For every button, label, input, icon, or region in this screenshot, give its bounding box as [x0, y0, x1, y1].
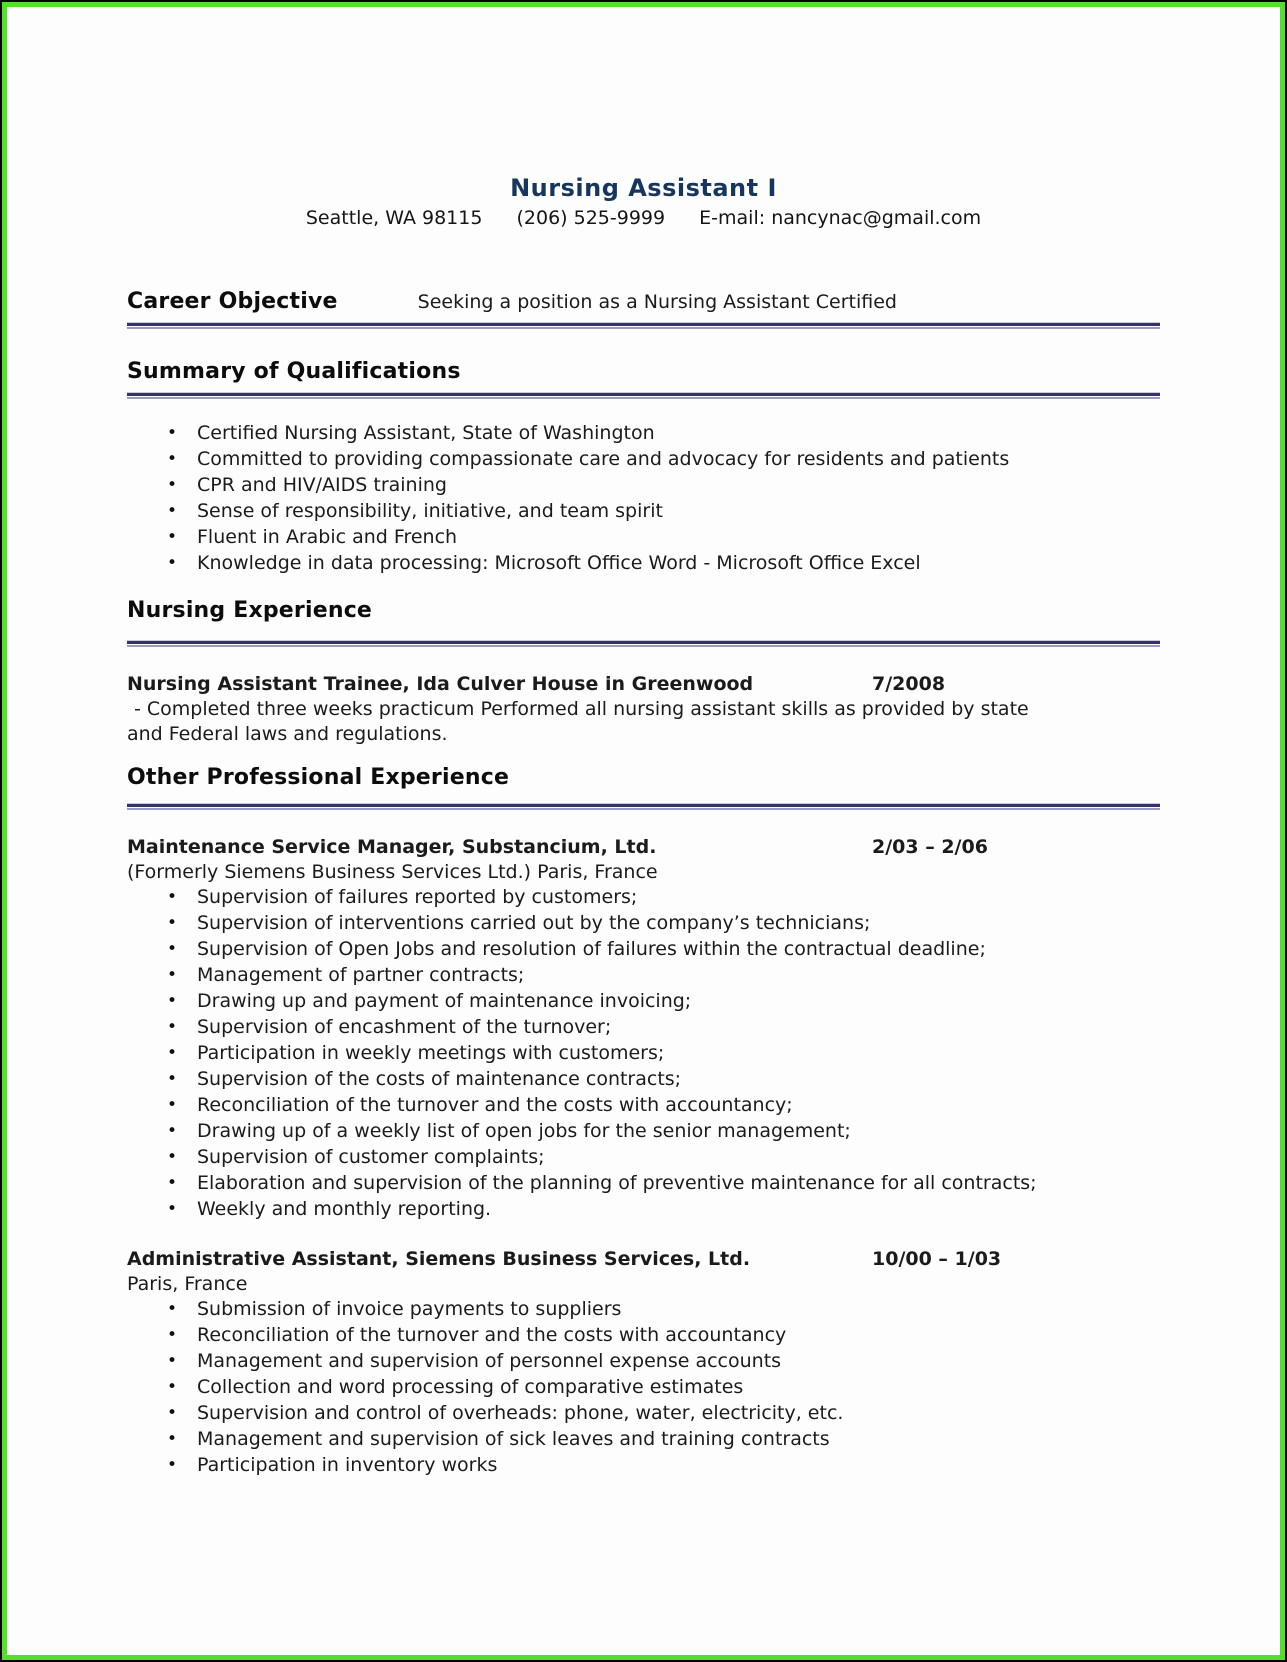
bullet-icon: • [167, 991, 178, 1011]
bullet-item [127, 421, 1160, 446]
bullet-item [127, 1349, 1160, 1374]
bullet-text: Participation in weekly meetings with customers; [197, 1042, 665, 1064]
bullet-text: Management of partner contracts; [197, 964, 525, 986]
bullet-item [127, 1197, 1160, 1222]
bullet-icon: • [167, 1043, 178, 1063]
page-title: Nursing Assistant I [510, 174, 777, 202]
bullet-text: Supervision of encashment of the turnover; [197, 1016, 612, 1038]
job-title-row [127, 834, 1160, 860]
bullet-icon: • [167, 913, 178, 933]
job-title: Maintenance Service Manager, Substancium, Ltd. [127, 836, 657, 858]
bullet-icon: • [167, 1199, 178, 1219]
career-objective-row [127, 287, 1160, 317]
bullet-item [127, 1067, 1160, 1092]
bullet-icon: • [167, 1069, 178, 1089]
bullet-text: Participation in inventory works [197, 1454, 498, 1476]
bullet-icon: • [167, 1017, 178, 1037]
bullet-item [127, 1401, 1160, 1426]
bullet-text: Fluent in Arabic and French [197, 526, 458, 548]
bullet-item [127, 447, 1160, 472]
contact-location: Seattle, WA 98115 [305, 207, 483, 229]
bullet-item [127, 989, 1160, 1014]
bullet-icon: • [167, 1325, 178, 1345]
bullet-text: Collection and word processing of comparative estimates [197, 1376, 744, 1398]
job-title-row [127, 671, 1160, 697]
bullet-icon: • [167, 939, 178, 959]
bullet-icon: • [167, 887, 178, 907]
bullet-icon: • [167, 1121, 178, 1141]
bullet-item [127, 1119, 1160, 1144]
job-entry-nursing [127, 671, 1160, 747]
job-date: 2/03 – 2/06 [872, 836, 988, 858]
bullet-item [127, 1453, 1160, 1478]
bullet-text: Supervision of interventions carried out by the company’s technicians; [197, 912, 871, 934]
career-objective-heading: Career Objective [127, 289, 338, 314]
career-objective-text: Seeking a position as a Nursing Assistant Certified [417, 291, 897, 313]
summary-bullet-list [127, 421, 1160, 576]
bullet-icon: • [167, 553, 178, 573]
bullet-text: CPR and HIV/AIDS training [197, 474, 447, 496]
bullet-text: Weekly and monthly reporting. [197, 1198, 492, 1220]
job-bullet-list [127, 1297, 1160, 1478]
bullet-text: Supervision of failures reported by customers; [197, 886, 638, 908]
bullet-icon: • [167, 1299, 178, 1319]
bullet-item [127, 911, 1160, 936]
section-divider [127, 322, 1160, 329]
summary-heading: Summary of Qualifications [127, 359, 461, 384]
bullet-item [127, 1145, 1160, 1170]
bullet-item [127, 1427, 1160, 1452]
bullet-text: Management and supervision of sick leaves and training contracts [197, 1428, 830, 1450]
contact-email [699, 207, 981, 229]
bullet-item [127, 1015, 1160, 1040]
bullet-item [127, 1171, 1160, 1196]
bullet-item [127, 551, 1160, 576]
bullet-icon: • [167, 1351, 178, 1371]
job-entry-admin [127, 1246, 1160, 1478]
job-date: 10/00 – 1/03 [872, 1248, 1002, 1270]
job-title: Nursing Assistant Trainee, Ida Culver House in Greenwood [127, 673, 754, 695]
bullet-item [127, 499, 1160, 524]
job-title: Administrative Assistant, Siemens Business Services, Ltd. [127, 1248, 751, 1270]
bullet-text: Management and supervision of personnel expense accounts [197, 1350, 782, 1372]
job-entry-maintenance [127, 834, 1160, 1222]
bullet-text: Submission of invoice payments to suppliers [197, 1298, 622, 1320]
bullet-text: Reconciliation of the turnover and the costs with accountancy; [197, 1094, 793, 1116]
resume-header [127, 7, 1160, 231]
bullet-text: Drawing up and payment of maintenance invoicing; [197, 990, 692, 1012]
bullet-icon: • [167, 1403, 178, 1423]
bullet-text: Supervision of the costs of maintenance contracts; [197, 1068, 682, 1090]
bullet-item [127, 1041, 1160, 1066]
resume-page [2, 2, 1285, 1660]
bullet-text: Supervision of Open Jobs and resolution of failures within the contractual deadline; [197, 938, 986, 960]
bullet-item [127, 1297, 1160, 1322]
bullet-icon: • [167, 423, 178, 443]
email-label: E-mail: [699, 207, 766, 229]
bullet-item [127, 473, 1160, 498]
bullet-item [127, 885, 1160, 910]
bullet-item [127, 937, 1160, 962]
bullet-text: Reconciliation of the turnover and the costs with accountancy [197, 1324, 787, 1346]
bullet-text: Drawing up of a weekly list of open jobs for the senior management; [197, 1120, 851, 1142]
bullet-icon: • [167, 527, 178, 547]
job-date: 7/2008 [872, 673, 946, 695]
section-divider [127, 803, 1160, 810]
bullet-text: Knowledge in data processing: Microsoft Office Word - Microsoft Office Excel [197, 552, 921, 574]
bullet-icon: • [167, 449, 178, 469]
contact-line [127, 205, 1160, 231]
bullet-text: Committed to providing compassionate care and advocacy for residents and patients [197, 448, 1010, 470]
contact-phone: (206) 525-9999 [516, 207, 666, 229]
bullet-item [127, 1093, 1160, 1118]
bullet-icon: • [167, 1173, 178, 1193]
bullet-text: Supervision and control of overheads: phone, water, electricity, etc. [197, 1402, 844, 1424]
bullet-item [127, 1323, 1160, 1348]
section-divider [127, 640, 1160, 647]
bullet-icon: • [167, 501, 178, 521]
job-subtitle: (Formerly Siemens Business Services Ltd.) Paris, France [127, 861, 658, 883]
bullet-text: Certified Nursing Assistant, State of Washington [197, 422, 655, 444]
bullet-icon: • [167, 965, 178, 985]
job-description: - Completed three weeks practicum Performed all nursing assistant skills as provided by state and Federal laws and regulations. [127, 698, 1029, 745]
job-bullet-list [127, 885, 1160, 1222]
bullet-icon: • [167, 1095, 178, 1115]
section-divider [127, 392, 1160, 399]
bullet-icon: • [167, 475, 178, 495]
bullet-icon: • [167, 1377, 178, 1397]
bullet-icon: • [167, 1429, 178, 1449]
bullet-text: Supervision of customer complaints; [197, 1146, 545, 1168]
bullet-item [127, 525, 1160, 550]
bullet-text: Elaboration and supervision of the planning of preventive maintenance for all contracts; [197, 1172, 1037, 1194]
bullet-item [127, 963, 1160, 988]
nursing-experience-heading: Nursing Experience [127, 598, 373, 623]
bullet-text: Sense of responsibility, initiative, and team spirit [197, 500, 663, 522]
email-address: nancynac@gmail.com [771, 207, 982, 229]
bullet-item [127, 1375, 1160, 1400]
job-subtitle: Paris, France [127, 1273, 248, 1295]
job-title-row [127, 1246, 1160, 1272]
bullet-icon: • [167, 1147, 178, 1167]
bullet-icon: • [167, 1455, 178, 1475]
other-experience-heading: Other Professional Experience [127, 765, 510, 790]
